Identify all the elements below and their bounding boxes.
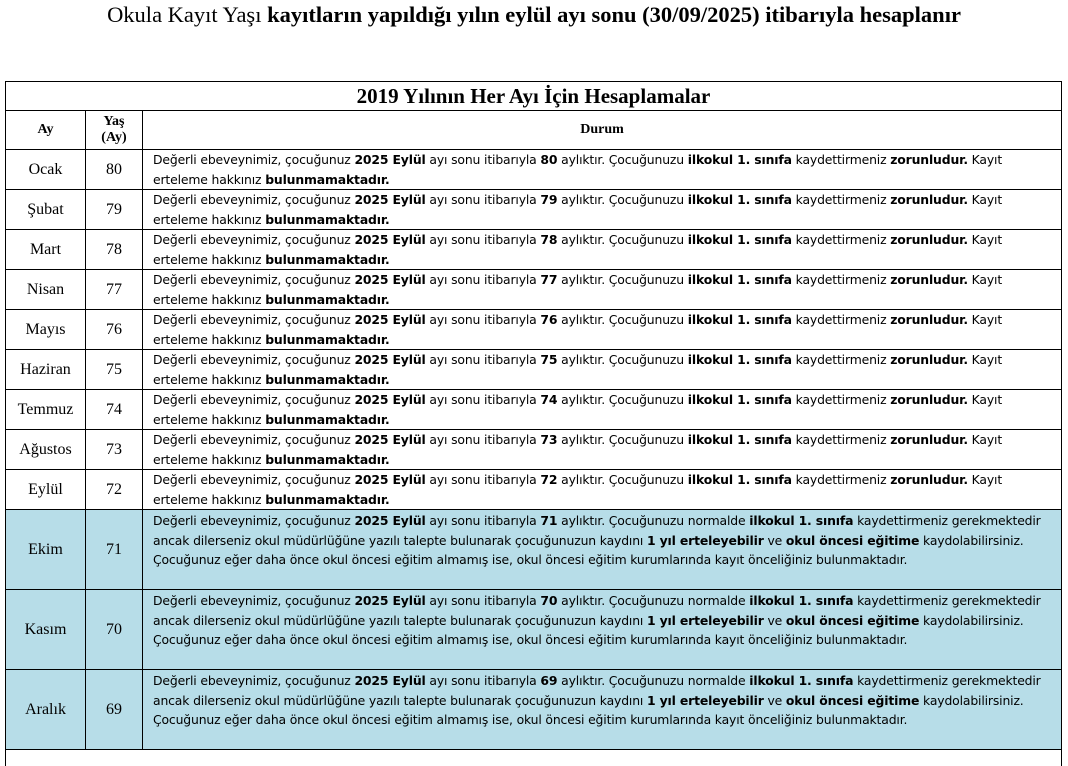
bold-text: 2025 Eylül	[354, 513, 426, 528]
age-months-bold: 79	[540, 192, 558, 207]
age-months-bold: 75	[540, 352, 558, 367]
text-segment: kaydettirmeniz gerekmektedir ancak dilerseniz okul müdürlüğüne yazılı talepte bulunarak çocuğunuzun kaydını	[153, 593, 1041, 628]
bold-text: 2025 Eylül	[354, 673, 426, 688]
age-cell: 69	[86, 670, 143, 750]
bold-text: zorunludur.	[890, 432, 968, 447]
bold-text: 2025 Eylül	[354, 472, 426, 487]
text-segment: aylıktır. Çocuğunuzu	[557, 472, 688, 487]
column-header-age	[86, 111, 143, 150]
table-row	[6, 150, 1062, 190]
text-segment: Kayıt erteleme hakkınız	[153, 392, 1003, 427]
text-segment: Değerli ebeveynimiz, çocuğunuz	[153, 312, 355, 327]
bold-text: 2025 Eylül	[354, 152, 426, 167]
text-segment: ayı sonu itibarıyla	[425, 673, 541, 688]
age-months-bold: 80	[540, 152, 558, 167]
text-segment: aylıktır. Çocuğunuzu normalde	[557, 593, 750, 608]
bold-text: ilkokul 1. sınıfa	[687, 192, 792, 207]
bold-text: ilkokul 1. sınıfa	[687, 472, 792, 487]
status-cell	[143, 310, 1062, 350]
bold-text: 2025 Eylül	[354, 272, 426, 287]
bold-text: zorunludur.	[890, 272, 968, 287]
text-segment: Kayıt erteleme hakkınız	[153, 432, 1003, 467]
text-segment: Kayıt erteleme hakkınız	[153, 272, 1003, 307]
title-bold: kayıtların yapıldığı yılın eylül ayı sonu (30/09/2025) itibarıyla hesaplanır	[267, 2, 961, 27]
text-segment: ve	[763, 532, 786, 548]
table-row	[6, 470, 1062, 510]
text-segment: ayı sonu itibarıyla	[425, 392, 541, 407]
text-segment: kaydettirmeniz	[791, 152, 891, 167]
text-segment: kaydettirmeniz gerekmektedir ancak dilerseniz okul müdürlüğüne yazılı talepte bulunarak çocuğunuzun kaydını	[153, 673, 1041, 708]
bold-text: 2025 Eylül	[354, 232, 426, 247]
table-row	[6, 310, 1062, 350]
month-cell: Ekim	[6, 510, 86, 590]
bold-text: ilkokul 1. sınıfa	[749, 513, 854, 528]
table-row	[6, 270, 1062, 310]
text-segment: Değerli ebeveynimiz, çocuğunuz	[153, 392, 355, 407]
text-segment: aylıktır. Çocuğunuzu	[557, 272, 688, 287]
table-body	[6, 150, 1062, 750]
age-cell: 74	[86, 390, 143, 430]
text-segment: kaydettirmeniz	[791, 232, 891, 247]
bold-text: bulunmamaktadır.	[265, 371, 390, 387]
age-months-bold: 72	[540, 472, 558, 487]
text-segment: ve	[763, 612, 786, 628]
table-caption: 2019 Yılının Her Ayı İçin Hesaplamalar	[6, 82, 1062, 111]
text-segment: kaydettirmeniz	[791, 472, 891, 487]
bold-text: ilkokul 1. sınıfa	[749, 673, 854, 688]
column-header-status: Durum	[143, 111, 1062, 150]
text-segment: Kayıt erteleme hakkınız	[153, 352, 1003, 387]
month-cell: Ağustos	[6, 430, 86, 470]
bold-text: bulunmamaktadır.	[265, 251, 390, 267]
age-cell: 79	[86, 190, 143, 230]
bold-text: zorunludur.	[890, 472, 968, 487]
text-segment: aylıktır. Çocuğunuzu normalde	[557, 513, 750, 528]
table-footer-empty-row	[5, 746, 1062, 766]
bold-text: ilkokul 1. sınıfa	[687, 392, 792, 407]
text-segment: aylıktır. Çocuğunuzu	[557, 232, 688, 247]
text-segment: Kayıt erteleme hakkınız	[153, 472, 1003, 507]
text-segment: Değerli ebeveynimiz, çocuğunuz	[153, 352, 355, 367]
text-segment: aylıktır. Çocuğunuzu normalde	[557, 673, 750, 688]
age-header-line1: Yaş	[103, 114, 125, 129]
age-months-bold: 73	[540, 432, 558, 447]
age-cell: 70	[86, 590, 143, 670]
text-segment: kaydettirmeniz	[791, 312, 891, 327]
bold-text: ilkokul 1. sınıfa	[687, 352, 792, 367]
text-segment: aylıktır. Çocuğunuzu	[557, 392, 688, 407]
age-months-bold: 78	[540, 232, 558, 247]
bold-text: bulunmamaktadır.	[265, 331, 390, 347]
text-segment: aylıktır. Çocuğunuzu	[557, 192, 688, 207]
age-cell: 78	[86, 230, 143, 270]
text-segment: Değerli ebeveynimiz, çocuğunuz	[153, 192, 355, 207]
month-cell: Nisan	[6, 270, 86, 310]
bold-text: 2025 Eylül	[354, 312, 426, 327]
month-cell: Haziran	[6, 350, 86, 390]
bold-text: zorunludur.	[890, 192, 968, 207]
status-cell	[143, 590, 1062, 670]
status-cell	[143, 350, 1062, 390]
text-segment: ayı sonu itibarıyla	[425, 352, 541, 367]
text-segment: kaydettirmeniz	[791, 432, 891, 447]
month-cell: Mart	[6, 230, 86, 270]
month-cell: Temmuz	[6, 390, 86, 430]
text-segment: Kayıt erteleme hakkınız	[153, 312, 1003, 347]
text-segment: kaydettirmeniz gerekmektedir ancak dilerseniz okul müdürlüğüne yazılı talepte bulunarak çocuğunuzun kaydını	[153, 513, 1041, 548]
bold-text: okul öncesi eğitime	[785, 692, 920, 708]
text-segment: Değerli ebeveynimiz, çocuğunuz	[153, 152, 355, 167]
table-row	[6, 350, 1062, 390]
text-segment: Değerli ebeveynimiz, çocuğunuz	[153, 472, 355, 487]
age-header-line2: (Ay)	[101, 130, 127, 145]
age-months-bold: 76	[540, 312, 558, 327]
age-cell: 72	[86, 470, 143, 510]
text-segment: ayı sonu itibarıyla	[425, 593, 541, 608]
column-header-month: Ay	[6, 111, 86, 150]
status-cell	[143, 150, 1062, 190]
text-segment: ayı sonu itibarıyla	[425, 192, 541, 207]
bold-text: ilkokul 1. sınıfa	[749, 593, 854, 608]
age-cell: 76	[86, 310, 143, 350]
title-normal: Okula Kayıt Yaşı	[107, 2, 268, 27]
text-segment: aylıktır. Çocuğunuzu	[557, 352, 688, 367]
bold-text: 2025 Eylül	[354, 192, 426, 207]
text-segment: ayı sonu itibarıyla	[425, 432, 541, 447]
text-segment: Değerli ebeveynimiz, çocuğunuz	[153, 272, 355, 287]
bold-text: okul öncesi eğitime	[785, 532, 920, 548]
bold-text: 2025 Eylül	[354, 432, 426, 447]
table-row	[6, 590, 1062, 670]
age-cell: 71	[86, 510, 143, 590]
table-row	[6, 190, 1062, 230]
bold-text: zorunludur.	[890, 232, 968, 247]
age-cell: 73	[86, 430, 143, 470]
bold-text: okul öncesi eğitime	[785, 612, 920, 628]
age-cell: 80	[86, 150, 143, 190]
text-segment: aylıktır. Çocuğunuzu	[557, 152, 688, 167]
text-segment: Değerli ebeveynimiz, çocuğunuz	[153, 432, 355, 447]
text-segment: kaydolabilirsiniz. Çocuğunuz eğer daha önce okul öncesi eğitim almamış ise, okul öncesi eğitim kurumlarında kayıt önceliğiniz bulunmaktadır.	[153, 532, 1024, 567]
bold-text: bulunmamaktadır.	[265, 411, 390, 427]
bold-text: bulunmamaktadır.	[265, 211, 390, 227]
age-months-bold: 69	[540, 673, 558, 688]
text-segment: kaydettirmeniz	[791, 192, 891, 207]
bold-text: ilkokul 1. sınıfa	[687, 232, 792, 247]
age-cell: 75	[86, 350, 143, 390]
bold-text: bulunmamaktadır.	[265, 171, 390, 187]
table-row	[6, 430, 1062, 470]
status-cell	[143, 230, 1062, 270]
text-segment: aylıktır. Çocuğunuzu	[557, 432, 688, 447]
bold-text: ilkokul 1. sınıfa	[687, 312, 792, 327]
bold-text: bulunmamaktadır.	[265, 451, 390, 467]
page-title	[0, 0, 1068, 34]
bold-text: 1 yıl erteleyebilir	[647, 612, 764, 628]
status-cell	[143, 270, 1062, 310]
age-calculation-table	[5, 81, 1062, 750]
text-segment: ayı sonu itibarıyla	[425, 513, 541, 528]
text-segment: Değerli ebeveynimiz, çocuğunuz	[153, 513, 355, 528]
bold-text: zorunludur.	[890, 392, 968, 407]
month-cell: Eylül	[6, 470, 86, 510]
bold-text: bulunmamaktadır.	[265, 491, 390, 507]
month-cell: Aralık	[6, 670, 86, 750]
text-segment: Kayıt erteleme hakkınız	[153, 232, 1003, 267]
status-cell	[143, 430, 1062, 470]
text-segment: Kayıt erteleme hakkınız	[153, 192, 1003, 227]
bold-text: ilkokul 1. sınıfa	[687, 432, 792, 447]
text-segment: Değerli ebeveynimiz, çocuğunuz	[153, 232, 355, 247]
status-cell	[143, 390, 1062, 430]
table-row	[6, 390, 1062, 430]
age-months-bold: 70	[540, 593, 558, 608]
status-cell	[143, 510, 1062, 590]
bold-text: zorunludur.	[890, 152, 968, 167]
table-row	[6, 670, 1062, 750]
bold-text: 1 yıl erteleyebilir	[647, 692, 764, 708]
text-segment: aylıktır. Çocuğunuzu	[557, 312, 688, 327]
text-segment: ayı sonu itibarıyla	[425, 152, 541, 167]
text-segment: ayı sonu itibarıyla	[425, 312, 541, 327]
bold-text: 1 yıl erteleyebilir	[647, 532, 764, 548]
month-cell: Mayıs	[6, 310, 86, 350]
table-row	[6, 230, 1062, 270]
text-segment: kaydettirmeniz	[791, 272, 891, 287]
age-cell: 77	[86, 270, 143, 310]
text-segment: ayı sonu itibarıyla	[425, 472, 541, 487]
status-cell	[143, 190, 1062, 230]
bold-text: zorunludur.	[890, 312, 968, 327]
text-segment: kaydolabilirsiniz. Çocuğunuz eğer daha önce okul öncesi eğitim almamış ise, okul öncesi eğitim kurumlarında kayıt önceliğiniz bulunmaktadır.	[153, 612, 1024, 647]
bold-text: ilkokul 1. sınıfa	[687, 152, 792, 167]
status-cell	[143, 470, 1062, 510]
bold-text: 2025 Eylül	[354, 392, 426, 407]
bold-text: 2025 Eylül	[354, 593, 426, 608]
text-segment: kaydettirmeniz	[791, 392, 891, 407]
month-cell: Kasım	[6, 590, 86, 670]
text-segment: Değerli ebeveynimiz, çocuğunuz	[153, 593, 355, 608]
text-segment: ayı sonu itibarıyla	[425, 272, 541, 287]
bold-text: bulunmamaktadır.	[265, 291, 390, 307]
age-months-bold: 74	[540, 392, 558, 407]
month-cell: Şubat	[6, 190, 86, 230]
month-cell: Ocak	[6, 150, 86, 190]
bold-text: ilkokul 1. sınıfa	[687, 272, 792, 287]
table-row	[6, 510, 1062, 590]
bold-text: zorunludur.	[890, 352, 968, 367]
text-segment: kaydettirmeniz	[791, 352, 891, 367]
text-segment: ayı sonu itibarıyla	[425, 232, 541, 247]
text-segment: ve	[763, 692, 786, 708]
text-segment: Kayıt erteleme hakkınız	[153, 152, 1003, 187]
age-months-bold: 77	[540, 272, 558, 287]
age-months-bold: 71	[540, 513, 558, 528]
bold-text: 2025 Eylül	[354, 352, 426, 367]
status-cell	[143, 670, 1062, 750]
text-segment: Değerli ebeveynimiz, çocuğunuz	[153, 673, 355, 688]
text-segment: kaydolabilirsiniz. Çocuğunuz eğer daha önce okul öncesi eğitim almamış ise, okul öncesi eğitim kurumlarında kayıt önceliğiniz bulunmaktadır.	[153, 692, 1024, 727]
